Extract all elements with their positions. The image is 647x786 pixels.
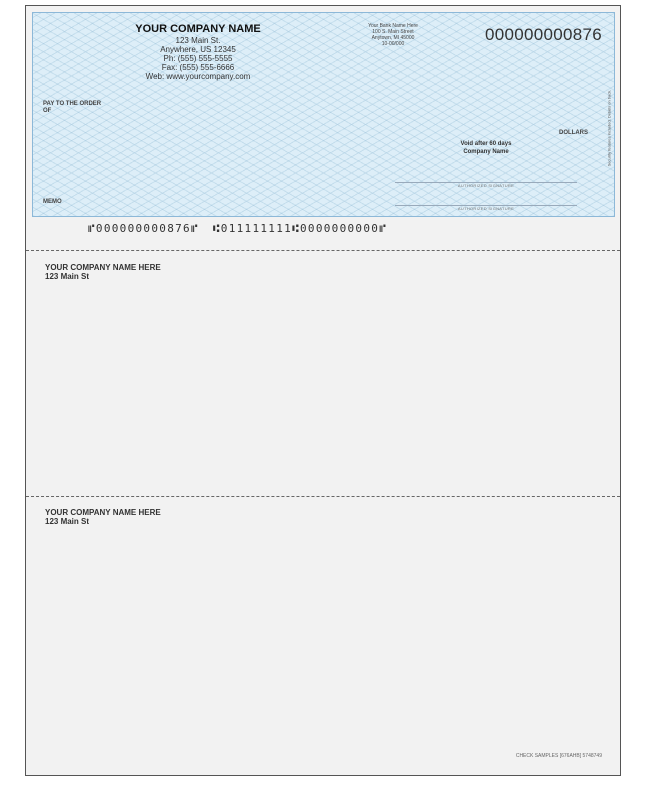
bank-address-line-1: 100 S. Main Street [372,29,414,35]
bank-name: Your Bank Name Here [368,23,418,29]
company-address-line-2: Anywhere, US 12345 [160,45,236,54]
security-note [605,73,613,183]
company-address-line-1: 123 Main St. [175,36,221,45]
check-sheet [25,5,621,776]
memo-label: MEMO [43,199,62,205]
micr-line [88,222,387,235]
company-phone: Ph: (555) 555-5555 [163,54,233,63]
stub-address: 123 Main St [45,517,90,526]
footer-code: CHECK SAMPLES [676AHB] 5748749 [515,753,602,759]
check-number: 000000000876 [484,25,602,44]
perforation-line-1 [26,250,620,251]
bank-info [343,23,443,47]
void-notice [431,140,541,156]
company-name: YOUR COMPANY NAME [135,23,261,35]
security-note-text: Security features included. Details on back. [606,89,612,167]
stub-company-name: YOUR COMPANY NAME HERE [45,263,161,272]
company-website: Web: www.yourcompany.com [145,72,251,81]
stub-1 [45,263,161,281]
company-name-line: Company Name [463,149,509,155]
void-text: Void after 60 days [460,141,512,147]
company-info [103,23,293,81]
signature-caption-1: AUTHORIZED SIGNATURE [457,183,515,188]
bank-routing-fraction: 10-00/000 [381,41,405,47]
perforation-line-2 [26,496,620,497]
bank-address-line-2: Anytown, MI 45000 [371,35,415,41]
pay-to-label: PAY TO THE ORDER OF [43,101,102,114]
stub-address: 123 Main St [45,272,90,281]
company-fax: Fax: (555) 555-6666 [161,63,235,72]
micr-routing-account: ⑆011111111⑆0000000000⑈ [212,222,388,235]
micr-check-number: ⑈000000000876⑈ [88,222,199,235]
stub-company-name: YOUR COMPANY NAME HERE [45,508,161,517]
signature-caption-2: AUTHORIZED SIGNATURE [457,206,515,211]
check-face [32,12,615,217]
dollars-label: DOLLARS [559,130,588,136]
stub-2 [45,508,161,526]
